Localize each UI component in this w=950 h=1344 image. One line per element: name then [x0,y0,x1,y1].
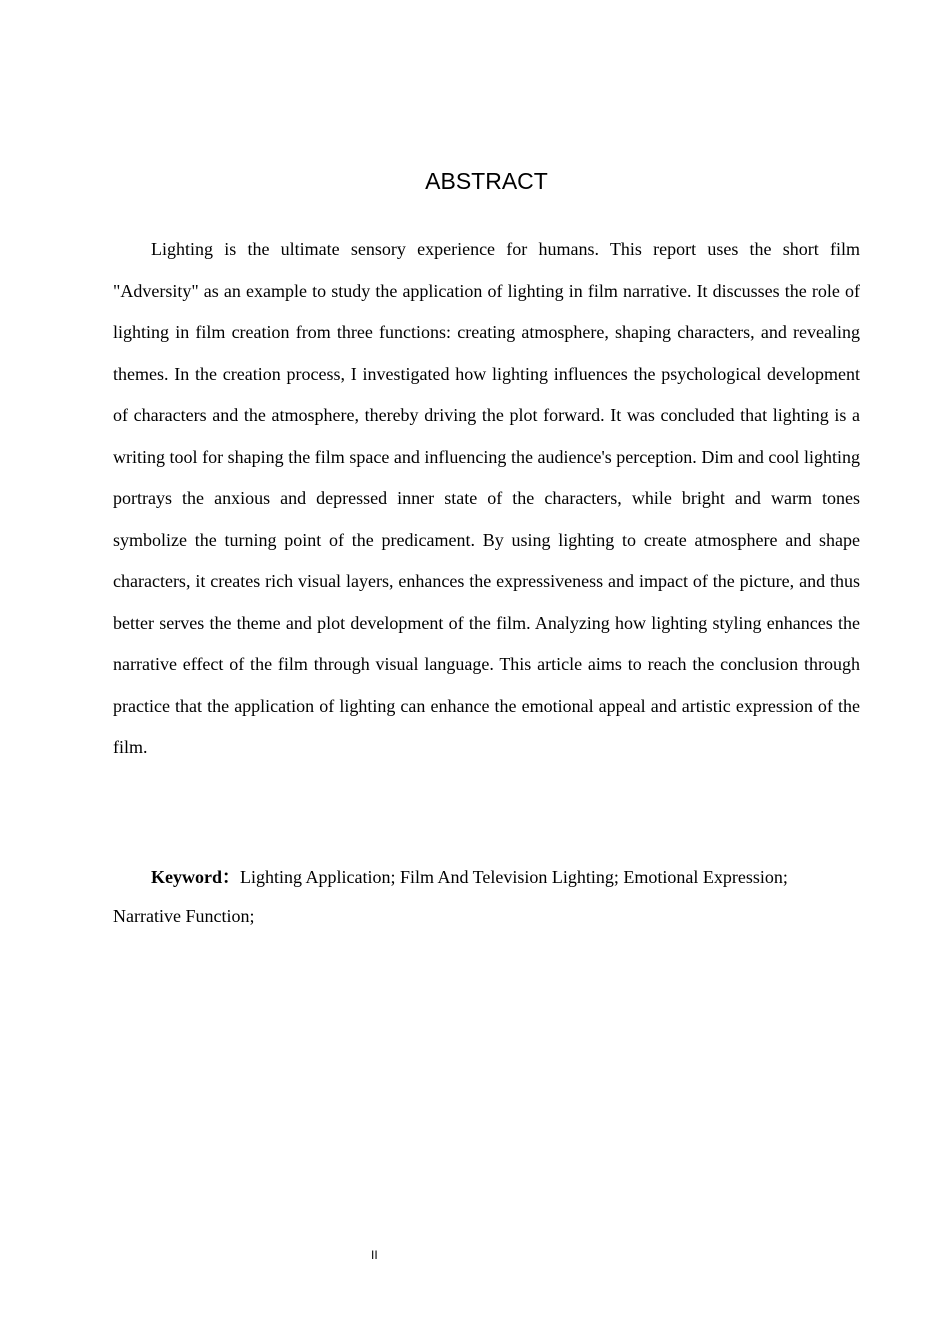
page-title: ABSTRACT [425,168,548,194]
keywords-label: Keyword： [151,867,240,887]
page-number: II [371,1248,378,1262]
abstract-paragraph: Lighting is the ultimate sensory experience for humans. This report uses the short film "Adversity" as an example to study the application of lighting in film narrative. It discusses the role of lighting in film creation from three functions: creating atmosphere, shaping characters, and revealing themes. In the creation process, I investigated how lighting influences the psychological development of characters and the atmosphere, thereby driving the plot forward. It was concluded that lighting is a writing tool for shaping the film space and influencing the audience's perception. Dim and cool lighting portrays the anxious and depressed inner state of the characters, while bright and warm tones symbolize the turning point of the predicament. By using lighting to create atmosphere and shape characters, it creates rich visual layers, enhances the expressiveness and impact of the picture, and thus better serves the theme and plot development of the film. Analyzing how lighting styling enhances the narrative effect of the film through visual language. This article aims to reach the conclusion through practice that the application of lighting can enhance the emotional appeal and artistic expression of the film. [113,239,860,757]
keywords-text: Lighting Application; Film And Television Lighting; Emotional Expression; Narrative Function; [113,867,788,926]
keywords-line [113,858,860,936]
